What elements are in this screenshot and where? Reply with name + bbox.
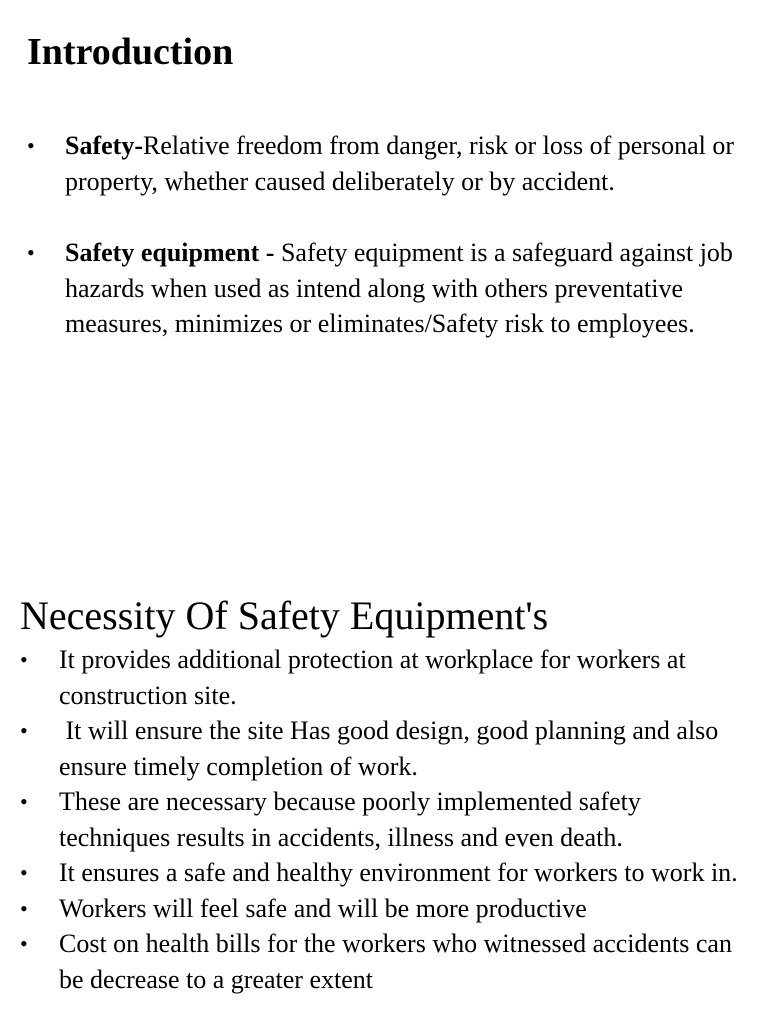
- bullet-icon: •: [20, 860, 28, 885]
- list-item: [0, 855, 748, 891]
- bullet-icon: •: [20, 647, 28, 672]
- list-item-text: It ensures a safe and healthy environment for workers to work in.: [59, 858, 738, 887]
- list-item: [0, 926, 748, 997]
- slide-title: Necessity Of Safety Equipment's: [20, 593, 549, 638]
- slide-title: Introduction: [27, 31, 234, 73]
- bullet-icon: •: [27, 133, 35, 158]
- list-item: [0, 713, 748, 784]
- list-item-text: It provides additional protection at workplace for workers at construction site.: [59, 645, 686, 710]
- list-item: [0, 784, 748, 855]
- definition-text: Relative freedom from danger, risk or loss of personal or property, whether caused deliberately or by accident.: [65, 131, 734, 196]
- definition-term: Safety equipment -: [65, 238, 275, 267]
- list-item-text: Workers will feel safe and will be more productive: [59, 893, 587, 923]
- bullet-icon: •: [20, 931, 28, 956]
- definition-text: Safety equipment is a safeguard against job hazards when used as intend along with others preventative measures, minimizes or eliminates/Safety risk to employees.: [65, 238, 733, 338]
- bullet-icon: •: [20, 895, 28, 921]
- bullet-icon: •: [27, 240, 35, 265]
- slide-necessity: [0, 512, 768, 1024]
- necessity-list: [0, 642, 748, 997]
- list-item-text: It will ensure the site Has good design, good planning and also ensure timely completion of work.: [59, 716, 725, 781]
- definition-list: [0, 128, 740, 378]
- bullet-icon: •: [20, 718, 28, 743]
- list-item: [0, 235, 740, 342]
- list-item: [0, 128, 740, 199]
- list-item: [0, 891, 748, 927]
- list-item-text: These are necessary because poorly implemented safety techniques results in accidents, illness and even death.: [59, 787, 641, 852]
- list-item-text: Cost on health bills for the workers who witnessed accidents can be decrease to a greater extent: [59, 929, 732, 994]
- bullet-icon: •: [20, 789, 28, 814]
- list-item: [0, 642, 748, 713]
- definition-term: Safety-: [65, 131, 143, 160]
